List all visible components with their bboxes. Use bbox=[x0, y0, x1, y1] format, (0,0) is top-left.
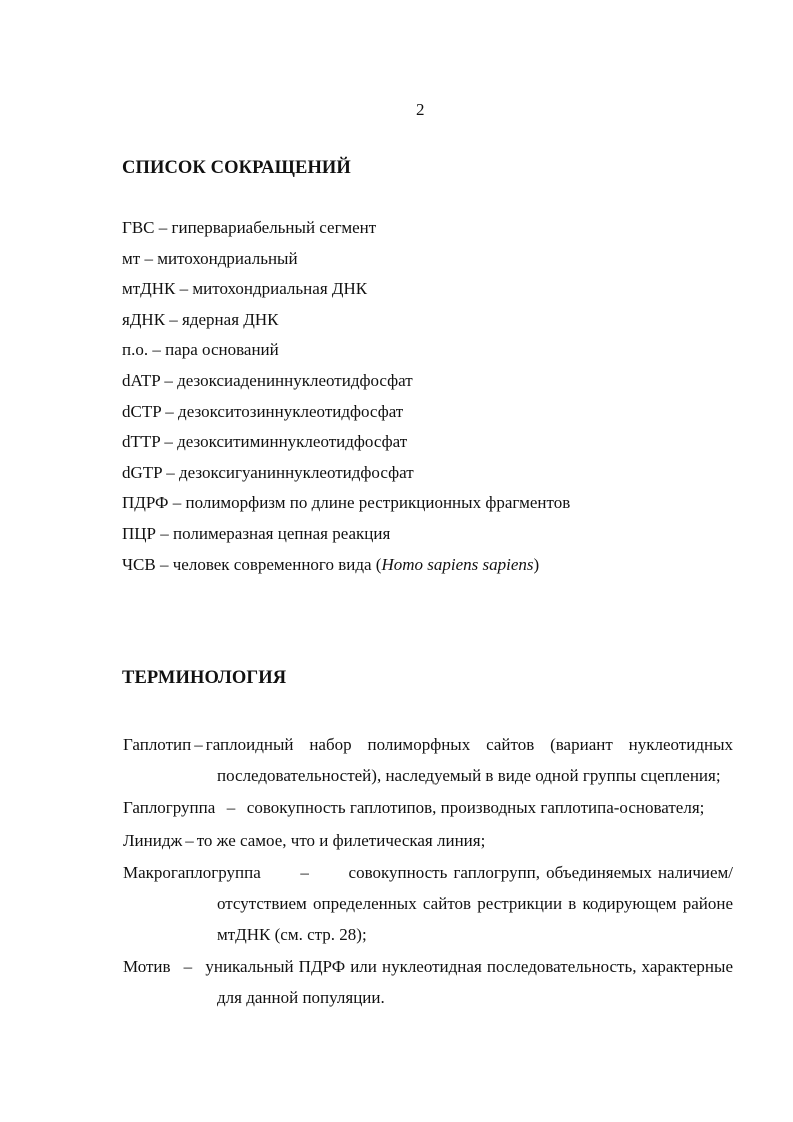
term: Мотив bbox=[123, 957, 171, 977]
terminology-title: ТЕРМИНОЛОГИЯ bbox=[122, 668, 287, 688]
term: Макрогаплогруппа bbox=[123, 863, 261, 883]
abbreviation: п.о. bbox=[122, 340, 149, 360]
abbreviations-title: СПИСОК СОКРАЩЕНИЙ bbox=[122, 158, 351, 178]
abbreviation: мтДНК bbox=[122, 279, 176, 299]
closing-paren: ) bbox=[533, 554, 540, 574]
abbreviation-item: dATP – дезоксиадениннуклеотидфосфат bbox=[122, 370, 413, 390]
abbreviation-item: dGTP – дезоксигуаниннуклеотидфосфат bbox=[122, 462, 414, 482]
abbreviation-item: мтДНК – митохондриальная ДНК bbox=[122, 279, 368, 299]
abbreviation-expansion: полимеразная цепная реакция bbox=[173, 523, 391, 543]
abbreviation-expansion: гипервариабельный сегмент bbox=[171, 218, 377, 237]
abbreviation-item: ПДРФ – полиморфизм по длине рестрикционных фрагментов bbox=[122, 493, 571, 513]
abbreviation-expansion: ядерная ДНК bbox=[182, 309, 279, 329]
terminology-list bbox=[123, 730, 733, 1015]
abbreviation-item: яДНК – ядерная ДНК bbox=[122, 309, 279, 329]
page-number: 2 bbox=[416, 100, 425, 119]
abbreviation-item: ПЦР – полимеразная цепная реакция bbox=[122, 523, 391, 543]
abbreviation-item: ГВС – гипервариабельный сегмент bbox=[122, 218, 377, 237]
abbreviation: ГВС bbox=[122, 218, 155, 237]
abbreviation-expansion: человек современного вида ( bbox=[172, 554, 382, 574]
abbreviation-expansion: дезоксигуаниннуклеотидфосфат bbox=[179, 462, 414, 482]
abbreviation-item: п.о. – пара оснований bbox=[122, 340, 279, 360]
term: Гаплогруппа bbox=[123, 798, 216, 818]
abbreviation-item: мт – митохондриальный bbox=[122, 248, 298, 268]
species-name: Homo sapiens sapiens bbox=[381, 554, 534, 574]
abbreviation-expansion: дезоксиадениннуклеотидфосфат bbox=[177, 370, 413, 390]
abbreviation-expansion: митохондриальный bbox=[157, 248, 298, 268]
abbreviation-item: dCTP – дезокситозиннуклеотидфосфат bbox=[122, 401, 404, 421]
term-entry: Гаплогруппа – совокупность гаплотипов, производных гаплотипа-основателя; bbox=[123, 798, 705, 818]
term-definition: совокупность гаплогрупп, объединяемых наличием/отсутствием определенных сайтов рестрикции в кодирующем районе мтДНК (см. стр. 28); bbox=[217, 863, 734, 944]
term-definition: то же самое, что и филетическая линия; bbox=[196, 830, 486, 850]
term: Линидж bbox=[123, 830, 183, 850]
abbreviation-item: dTTP – дезокситиминнуклеотидфосфат bbox=[122, 432, 408, 452]
abbreviations-list bbox=[122, 217, 570, 584]
abbreviation: dCTP bbox=[122, 401, 162, 421]
abbreviation: ЧСВ bbox=[122, 554, 156, 574]
abbreviation-expansion: полиморфизм по длине рестрикционных фрагментов bbox=[185, 493, 571, 513]
abbreviation: dTTP bbox=[122, 432, 161, 452]
term-definition: гаплоидный набор полиморфных сайтов (вариант нуклеотидных последовательностей), наследуемый в виде одной группы сцепления; bbox=[205, 735, 733, 785]
term-definition: уникальный ПДРФ или нуклеотидная последовательность, характерные для данной популяции. bbox=[205, 957, 733, 1007]
abbreviation: мт bbox=[122, 248, 141, 268]
abbreviation-expansion: митохондриальная ДНК bbox=[192, 279, 368, 299]
term-definition: совокупность гаплотипов, производных гаплотипа-основателя; bbox=[246, 798, 705, 818]
term-entry: Мотив – уникальный ПДРФ или нуклеотидная последовательность, характерные для данной популяции. bbox=[123, 957, 733, 1007]
abbreviation-expansion: пара оснований bbox=[165, 340, 279, 360]
abbreviation-expansion: дезокситозиннуклеотидфосфат bbox=[178, 401, 404, 421]
abbreviation: яДНК bbox=[122, 309, 166, 329]
abbreviation: ПДРФ bbox=[122, 493, 169, 513]
term-entry: Макрогаплогруппа – совокупность гаплогрупп, объединяемых наличием/отсутствием определенных сайтов рестрикции в кодирующем районе мтДНК (см. стр. 28); bbox=[123, 863, 734, 944]
term-entry: Гаплотип – гаплоидный набор полиморфных сайтов (вариант нуклеотидных последовательностей), наследуемый в виде одной группы сцепления; bbox=[123, 735, 733, 785]
term: Гаплотип bbox=[123, 735, 192, 754]
abbreviation: ПЦР bbox=[122, 523, 157, 543]
abbreviation: dATP bbox=[122, 370, 161, 390]
abbreviation-expansion: дезокситиминнуклеотидфосфат bbox=[177, 432, 408, 452]
abbreviation: dGTP bbox=[122, 462, 162, 482]
term-entry: Линидж – то же самое, что и филетическая линия; bbox=[123, 830, 486, 850]
abbreviation-item: ЧСВ – человек современного вида (Homo sapiens sapiens) bbox=[122, 554, 540, 574]
